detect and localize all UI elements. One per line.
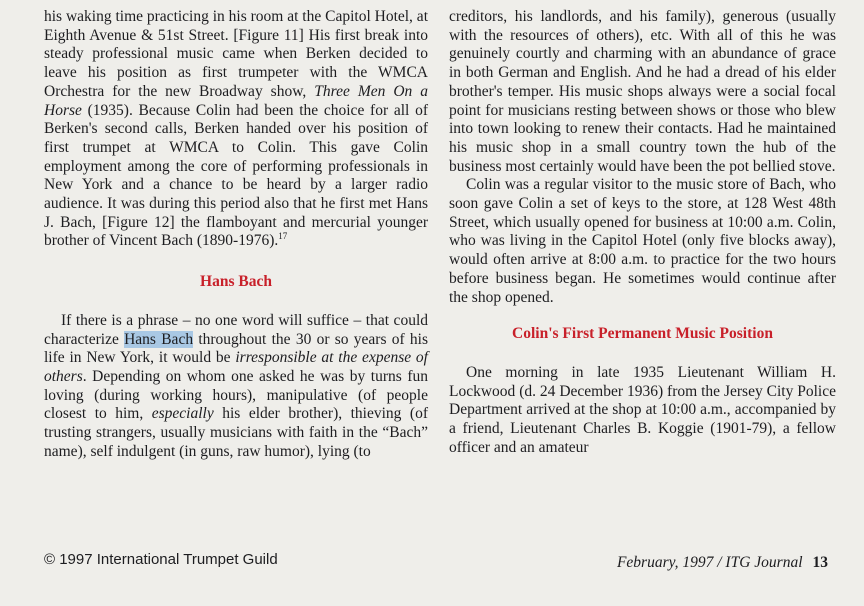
- paragraph-music-store: Colin was a regular visitor to the music store of Bach, who soon gave Colin a set of keys to the store, at 128 West 48th Street, which usually opened for business at 10:00 a.m. Colin, who was living in the Capitol Hotel (only five blocks away), would often arrive at 8:00 a.m. to practice for the two hours before business began. He sometimes would continue after the shop opened.: [449, 176, 836, 306]
- journal-footer: [617, 554, 828, 572]
- paragraph-lockwood: One morning in late 1935 Lieutenant William H. Lockwood (d. 24 December 1936) from the Jersey City Police Department arrived at the shop at 10:00 a.m., accompanied by a friend, Lieutenant Charles B. Koggie (1901-79), a fellow officer and an amateur: [449, 363, 836, 456]
- text-run: . Depending on whom one asked he was by turns fun loving (during working hours), manipulative (of people closest to him,: [44, 367, 428, 423]
- text-run: throughout the 30 or so years of his life in New York, it would be: [44, 330, 429, 367]
- paragraph-hans-bach: [44, 312, 428, 462]
- copyright-notice: © 1997 International Trumpet Guild: [44, 551, 278, 568]
- section-heading-first-position: Colin's First Permanent Music Position: [512, 325, 773, 343]
- journal-issue: February, 1997 / ITG Journal: [616, 554, 803, 571]
- text-run: his waking time practicing in his room at the Capitol Hotel, at Eighth Avenue & 51st Street. [Figure 11] His first break into steady professional music came when Berken decided to leave his position as first trumpeter with the WMCA Orchestra for the new Broadway show,: [44, 8, 428, 100]
- show-title: Three Men On a Horse: [44, 82, 429, 119]
- left-column: [44, 8, 428, 461]
- text-run: If there is a phrase – no one word will suffice – that could characterize: [44, 311, 428, 348]
- section-heading-hans-bach: Hans Bach: [200, 273, 272, 291]
- footnote-ref: 17: [278, 231, 288, 242]
- page-number: 13: [812, 554, 828, 571]
- emphasis: especially: [151, 405, 214, 423]
- paragraph-hans-character: creditors, his landlords, and his family), generous (usually with the resources of others), etc. With all of this he was genuinely courtly and charming with an abundance of grace in both German and English. And he had a dread of his elder brother's temper. His music shops always were a social focal point for musicians resting between shows or those who blew into town looking to renew their contacts. Had he maintained his music shop in a small country town the hub of the business most certainly would have been the pot bellied stove.: [449, 8, 836, 175]
- emphasis: irresponsible at the expense of others: [44, 349, 428, 385]
- right-column: [449, 8, 836, 457]
- paragraph-berken-wmca: [44, 8, 428, 251]
- text-run: his elder brother), thieving (of trusting strangers, usually musicians with faith in the “Bach” name), self indulgent (in guns, raw humor), lying (to: [44, 405, 428, 460]
- selected-text[interactable]: Hans Bach: [124, 330, 194, 348]
- text-run: (1935). Because Colin had been the choice for all of Berken's second calls, Berken handed over his position of first trumpet at WMCA to Colin. This gave Colin employment among the core of performing professionals in New York and a chance to be heard by a larger radio audience. It was during this period also that he first met Hans J. Bach, [Figure 12] the flamboyant and mercurial younger brother of Vincent Bach (1890-1976).: [44, 101, 428, 250]
